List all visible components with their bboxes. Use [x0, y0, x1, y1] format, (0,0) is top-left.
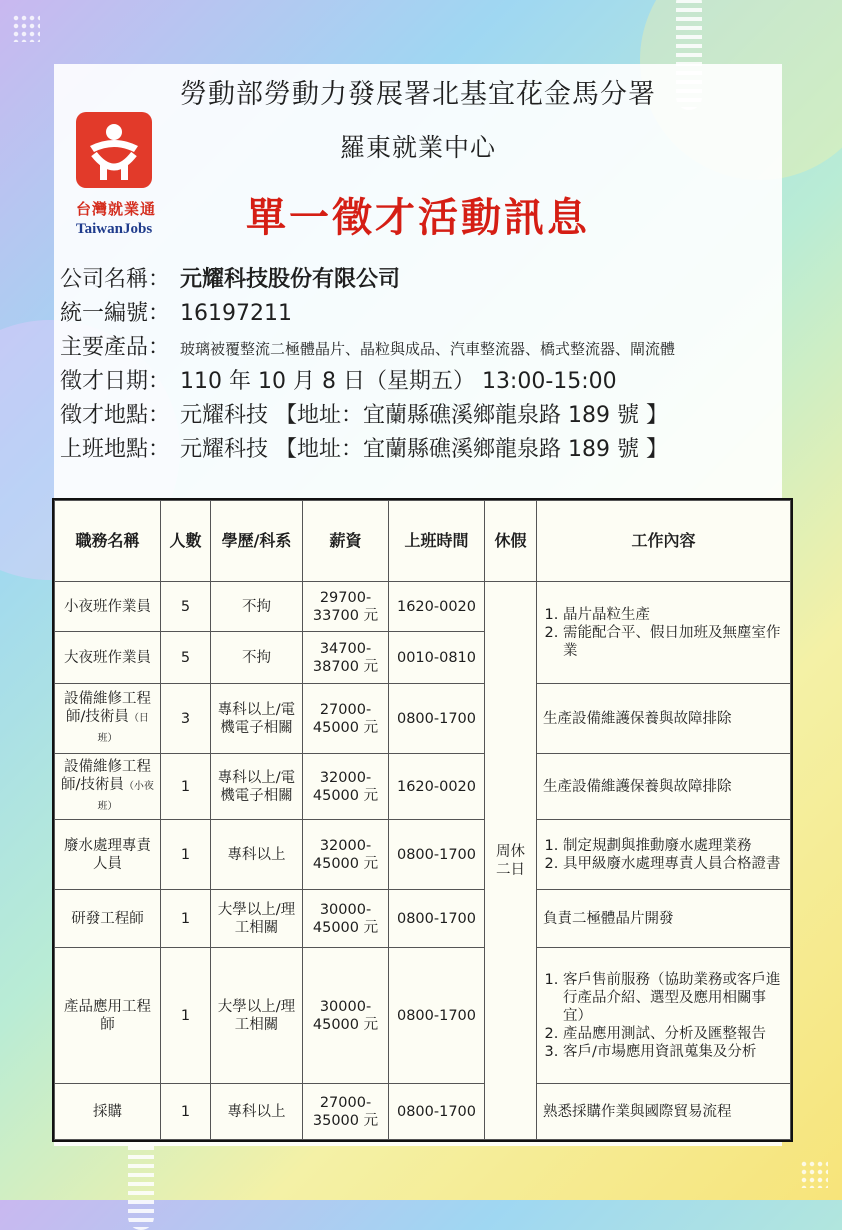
event-title: 單一徵才活動訊息 — [246, 195, 590, 241]
job-title: 廢水處理專責人員 — [55, 820, 161, 890]
table-row — [55, 1084, 791, 1140]
job-education: 專科以上 — [211, 820, 303, 890]
job-hours: 0800-1700 — [389, 890, 485, 948]
column-header: 職務名稱 — [55, 501, 161, 582]
desc-item: 2. 需能配合平、假日加班及無塵室作業 — [563, 624, 786, 660]
info-row-workplace — [60, 432, 780, 466]
table-row — [55, 582, 791, 632]
job-count: 5 — [161, 582, 211, 632]
job-title: 研發工程師 — [55, 890, 161, 948]
company-info — [60, 262, 780, 466]
desc-item: 1. 客戶售前服務（協助業務或客戶進行產品介紹、選型及應用相關事宜） — [563, 971, 786, 1025]
center-title: 羅東就業中心 — [339, 133, 496, 162]
table-row — [55, 754, 791, 820]
job-description — [537, 820, 791, 890]
job-count: 1 — [161, 820, 211, 890]
job-hours: 1620-0020 — [389, 582, 485, 632]
job-salary: 27000-35000 元 — [303, 1084, 389, 1140]
decor-dots — [12, 14, 40, 42]
flyer-card — [54, 64, 782, 1146]
job-hours: 0800-1700 — [389, 684, 485, 754]
event-date: 110 年 10 月 8 日（星期五） 13:00-15:00 — [180, 369, 617, 394]
job-title-note: （日班） — [97, 712, 149, 744]
job-title: 產品應用工程師 — [55, 948, 161, 1084]
job-education: 不拘 — [211, 632, 303, 684]
job-count: 1 — [161, 890, 211, 948]
column-header: 工作內容 — [537, 501, 791, 582]
agency-title: 勞動部勞動力發展署北基宜花金馬分署 — [180, 79, 656, 110]
desc-item: 2. 產品應用測試、分析及匯整報告 — [563, 1025, 786, 1043]
job-description — [537, 582, 791, 684]
company-name: 元耀科技股份有限公司 — [180, 267, 401, 292]
info-row-tax-id — [60, 296, 780, 330]
job-description — [537, 948, 791, 1084]
job-count: 5 — [161, 632, 211, 684]
job-description: 生產設備維護保養與故障排除 — [537, 684, 791, 754]
job-salary: 30000-45000 元 — [303, 890, 389, 948]
job-education: 大學以上/理工相關 — [211, 948, 303, 1084]
column-header: 薪資 — [303, 501, 389, 582]
decor-dots — [800, 1160, 828, 1188]
job-title: 大夜班作業員 — [55, 632, 161, 684]
info-row-venue — [60, 398, 780, 432]
tax-id: 16197211 — [180, 301, 292, 326]
desc-item: 2. 具甲級廢水處理專責人員合格證書 — [563, 855, 786, 873]
main-products: 玻璃被覆整流二極體晶片、晶粒與成品、汽車整流器、橋式整流器、閘流體 — [180, 340, 676, 358]
info-label: 徵才地點： — [60, 403, 171, 428]
job-title — [55, 684, 161, 754]
job-title: 小夜班作業員 — [55, 582, 161, 632]
job-hours: 1620-0020 — [389, 754, 485, 820]
event-venue: 元耀科技 【地址：宜蘭縣礁溪鄉龍泉路 189 號 】 — [180, 403, 668, 428]
desc-item: 3. 客戶/市場應用資訊蒐集及分析 — [563, 1043, 786, 1061]
info-row-products — [60, 330, 780, 364]
table-row — [55, 890, 791, 948]
job-title — [55, 754, 161, 820]
holiday-cell: 周休二日 — [485, 582, 537, 1140]
logo-text-en: TaiwanJobs — [76, 221, 153, 237]
jobs-table — [54, 500, 791, 1140]
job-description: 負責二極體晶片開發 — [537, 890, 791, 948]
table-row — [55, 684, 791, 754]
job-education: 不拘 — [211, 582, 303, 632]
job-hours: 0800-1700 — [389, 1084, 485, 1140]
column-header: 人數 — [161, 501, 211, 582]
job-education: 專科以上/電機電子相關 — [211, 754, 303, 820]
info-label: 統一編號： — [60, 301, 171, 326]
info-label: 公司名稱： — [60, 267, 171, 292]
job-education: 專科以上 — [211, 1084, 303, 1140]
job-hours: 0800-1700 — [389, 948, 485, 1084]
table-row — [55, 820, 791, 890]
job-title-note: （小夜班） — [97, 780, 154, 812]
info-label: 主要產品： — [60, 335, 171, 360]
desc-item: 1. 制定規劃與推動廢水處理業務 — [563, 837, 786, 855]
taiwanjobs-logo-icon — [76, 112, 152, 188]
job-count: 1 — [161, 754, 211, 820]
info-row-company — [60, 262, 780, 296]
column-header: 上班時間 — [389, 501, 485, 582]
taiwanjobs-logo — [76, 112, 196, 242]
job-description: 熟悉採購作業與國際貿易流程 — [537, 1084, 791, 1140]
column-header: 學歷/科系 — [211, 501, 303, 582]
table-header-row — [55, 501, 791, 582]
job-title-text: 設備維修工程師/技術員 — [61, 758, 151, 793]
job-salary: 32000-45000 元 — [303, 820, 389, 890]
job-count: 1 — [161, 948, 211, 1084]
job-salary: 30000-45000 元 — [303, 948, 389, 1084]
table-row — [55, 948, 791, 1084]
job-education: 專科以上/電機電子相關 — [211, 684, 303, 754]
workplace: 元耀科技 【地址：宜蘭縣礁溪鄉龍泉路 189 號 】 — [180, 437, 668, 462]
info-label: 徵才日期： — [60, 369, 171, 394]
job-hours: 0800-1700 — [389, 820, 485, 890]
info-label: 上班地點： — [60, 437, 171, 462]
job-count: 3 — [161, 684, 211, 754]
job-salary: 34700-38700 元 — [303, 632, 389, 684]
job-title-text: 設備維修工程師/技術員 — [64, 690, 151, 725]
job-title: 採購 — [55, 1084, 161, 1140]
column-header: 休假 — [485, 501, 537, 582]
job-education: 大學以上/理工相關 — [211, 890, 303, 948]
job-salary: 29700-33700 元 — [303, 582, 389, 632]
logo-text-cn: 台灣就業通 — [76, 200, 157, 218]
info-row-date — [60, 364, 780, 398]
job-salary: 27000-45000 元 — [303, 684, 389, 754]
job-hours: 0010-0810 — [389, 632, 485, 684]
job-description: 生產設備維護保養與故障排除 — [537, 754, 791, 820]
job-count: 1 — [161, 1084, 211, 1140]
desc-item: 1. 晶片晶粒生產 — [563, 606, 786, 624]
job-salary: 32000-45000 元 — [303, 754, 389, 820]
